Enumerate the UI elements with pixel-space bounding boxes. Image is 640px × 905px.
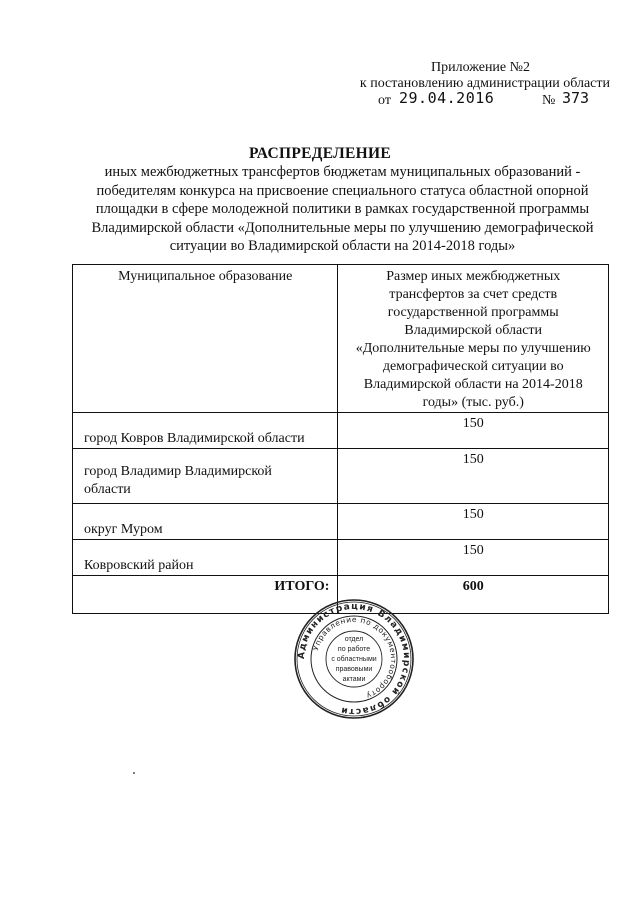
header-line: демографической ситуации во [382, 359, 564, 374]
header-line: Владимирской области на 2014-2018 [363, 377, 583, 392]
total-value: 600 [338, 576, 609, 614]
header-line: государственной программы [387, 305, 559, 320]
subtitle-line: иных межбюджетных трансфертов бюджетам муниципальных образований - [104, 164, 581, 180]
column-header-amount [338, 265, 609, 413]
municipality-name: город Ковров Владимирской области [73, 413, 338, 449]
stamp-seal-icon [293, 598, 415, 720]
name-line: области [84, 482, 131, 497]
appendix-resolution: к постановлению администрации области [359, 76, 610, 91]
municipality-name: Ковровский район [73, 540, 338, 576]
table-row [73, 504, 609, 540]
name-line: город Владимир Владимирской [84, 464, 272, 479]
total-label: ИТОГО: [73, 576, 338, 614]
table-header-row [73, 265, 609, 413]
stamp-inner-line: правовыми [335, 666, 373, 673]
stamp-outer-text: Администрация Владимирской области [296, 601, 412, 717]
amount-value: 150 [338, 504, 609, 540]
appendix-header [340, 60, 610, 111]
stamp-ring-text: Управление по документообороту [311, 614, 399, 701]
number-label: № [542, 93, 556, 108]
header-line: трансфертов за счет средств [389, 287, 558, 302]
from-label: от [378, 93, 391, 108]
appendix-date-line [340, 89, 610, 111]
stamp-inner-line: отдел [344, 636, 364, 643]
subtitle-line: Владимирской области «Дополнительные меры по улучшению демографической [91, 219, 594, 236]
stamp-inner-line: по работе [337, 646, 371, 653]
stamp-inner-line: актами [342, 676, 366, 683]
table-row [73, 413, 609, 449]
amount-value: 150 [338, 540, 609, 576]
table-row [73, 449, 609, 504]
subtitle-line: площадки в сфере молодежной политики в рамках государственной программы [95, 201, 590, 217]
document-subtitle [70, 163, 615, 256]
header-line: «Дополнительные меры по улучшению [355, 341, 591, 356]
resolution-date: 29.04.2016 [399, 89, 495, 107]
amount-value: 150 [338, 413, 609, 449]
document-title: РАСПРЕДЕЛЕНИЕ [249, 145, 391, 162]
subtitle-line: победителям конкурса на присвоение специального статуса областной опорной [96, 182, 589, 199]
distribution-table [72, 264, 609, 614]
resolution-number: 373 [562, 89, 590, 107]
municipality-name: округ Муром [73, 504, 338, 540]
header-line: Размер иных межбюджетных [386, 269, 561, 284]
municipality-name [73, 449, 338, 504]
scan-speck [133, 772, 135, 774]
table-row [73, 540, 609, 576]
header-line: годы» (тыс. руб.) [422, 395, 524, 410]
column-header-municipality: Муниципальное образование [73, 265, 338, 413]
subtitle-line: ситуации во Владимирской области на 2014-2018 годы» [169, 238, 516, 254]
stamp-inner-line: с областными [331, 656, 377, 663]
official-stamp [293, 598, 415, 720]
amount-value: 150 [338, 449, 609, 504]
appendix-title: Приложение №2 [431, 60, 530, 75]
header-line: Владимирской области [404, 323, 543, 338]
